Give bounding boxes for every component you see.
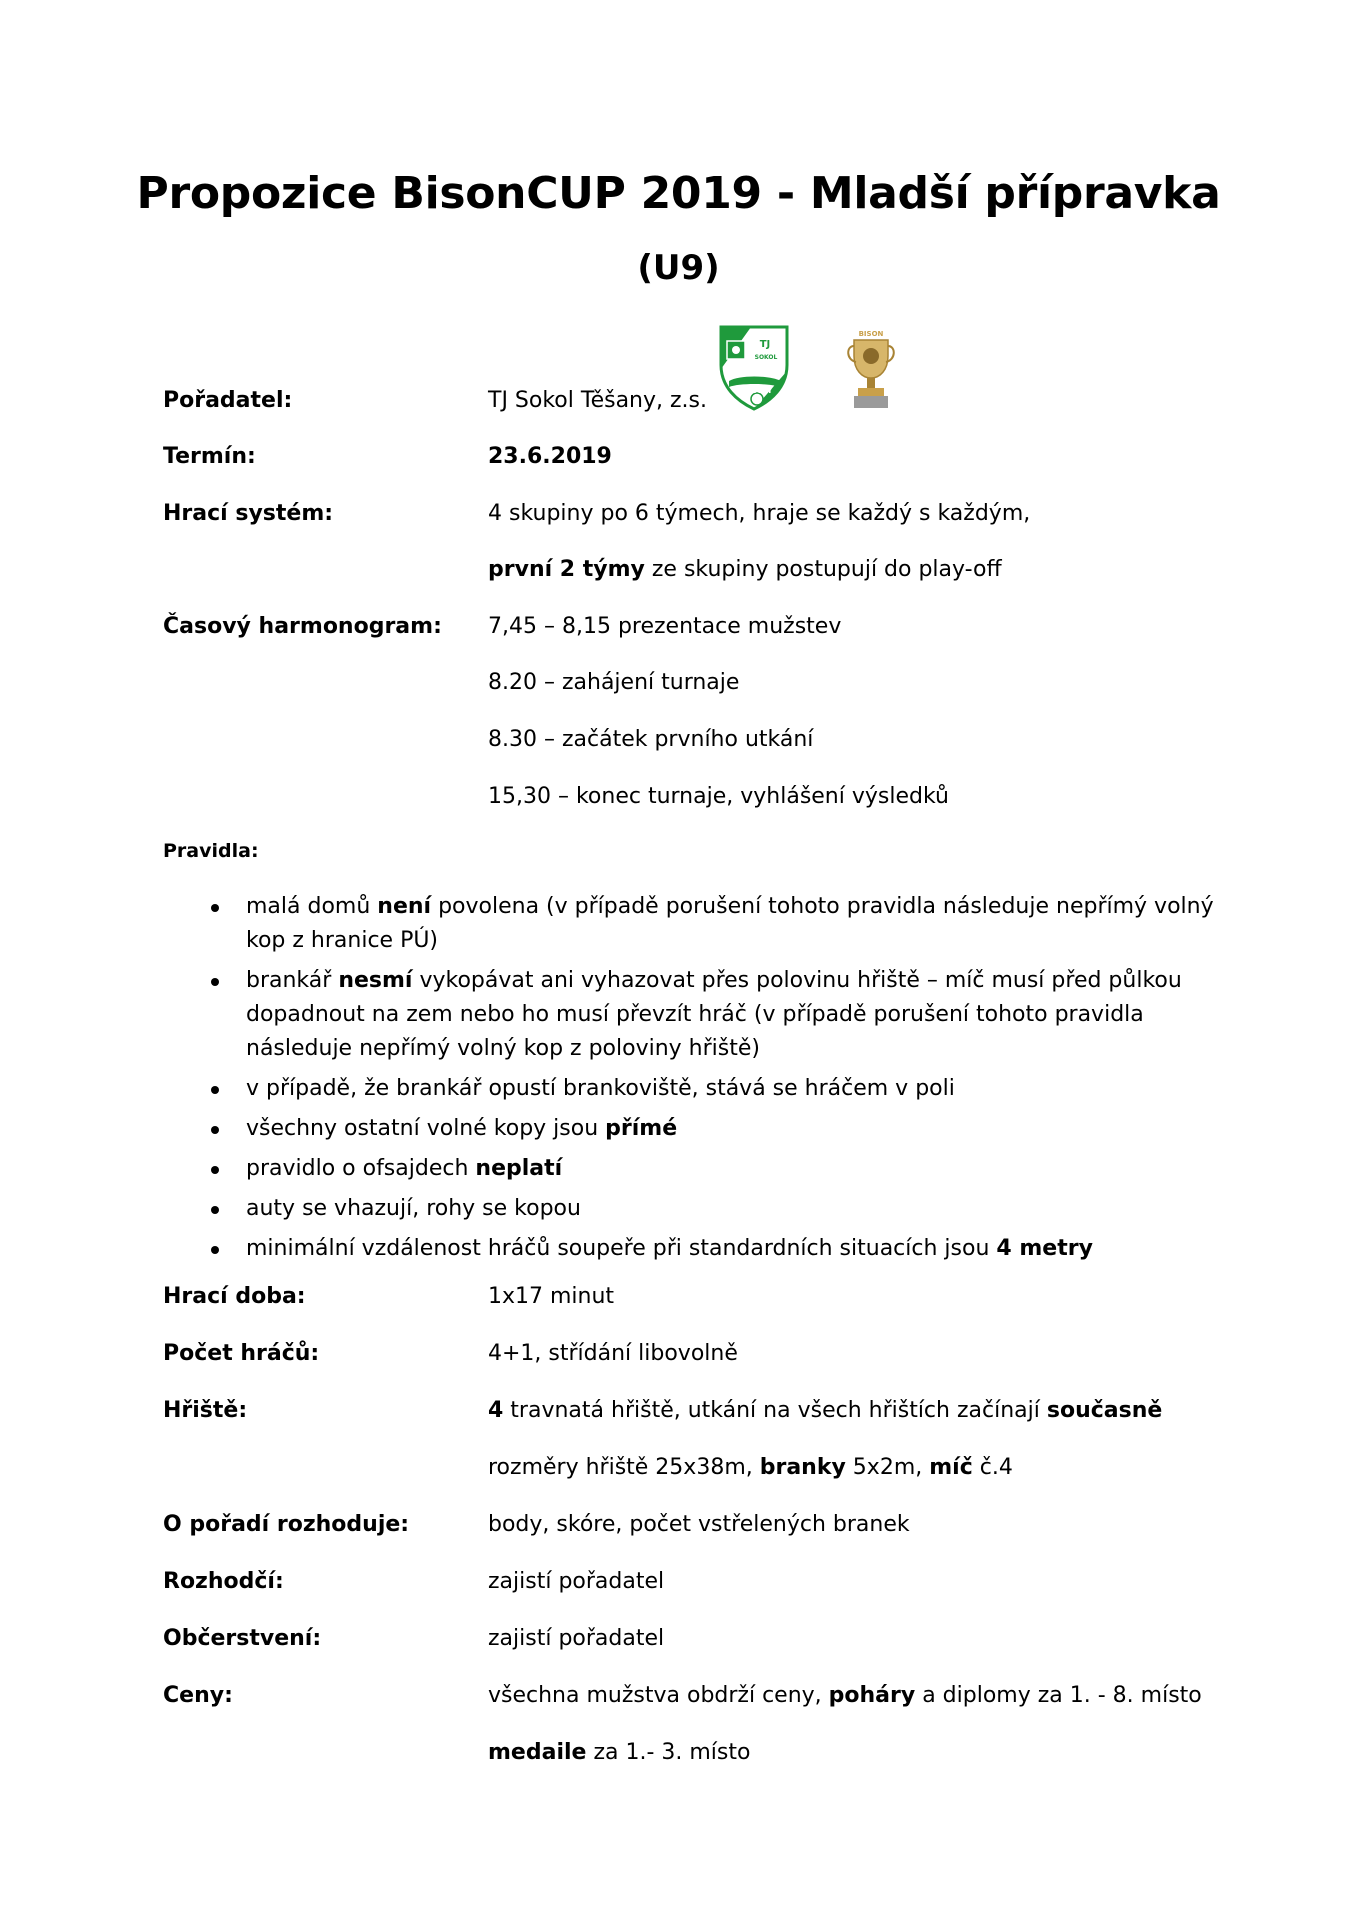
club-logo-text-mid: SOKOL bbox=[754, 354, 778, 361]
value-pocet-hracu: 4+1, střídání libovolně bbox=[488, 1341, 738, 1366]
value-rozhodci: zajistí pořadatel bbox=[488, 1569, 665, 1594]
club-logo-text-top: TJ bbox=[759, 339, 771, 350]
harmonogram-item: 8.30 – začátek prvního utkání bbox=[488, 727, 814, 752]
rule-item: auty se vhazují, rohy se kopou bbox=[163, 1192, 1223, 1226]
value-ceny-line1: všechna mužstva obdrží ceny, poháry a diplomy za 1. - 8. místo bbox=[488, 1683, 1202, 1708]
label-hraci-doba: Hrací doba: bbox=[163, 1284, 306, 1309]
page-subtitle: (U9) bbox=[637, 248, 720, 288]
label-hriste: Hřiště: bbox=[163, 1398, 248, 1423]
value-hraci-system-line1: 4 skupiny po 6 týmech, hraje se každý s každým, bbox=[488, 501, 1031, 526]
harmonogram-item: 8.20 – zahájení turnaje bbox=[488, 670, 740, 695]
value-hriste-line2: rozměry hřiště 25x38m, branky 5x2m, míč č.4 bbox=[488, 1455, 1013, 1480]
rule-item: všechny ostatní volné kopy jsou přímé bbox=[163, 1112, 1223, 1146]
club-logo-text-bottom: TĚŠANY bbox=[737, 386, 773, 395]
label-poradatel: Pořadatel: bbox=[163, 388, 293, 413]
label-harmonogram: Časový harmonogram: bbox=[163, 614, 442, 639]
rules-list bbox=[163, 890, 1223, 1272]
label-rozhodci: Rozhodčí: bbox=[163, 1569, 284, 1594]
club-logo bbox=[719, 325, 789, 411]
label-poradi: O pořadí rozhoduje: bbox=[163, 1512, 410, 1537]
label-pravidla: Pravidla: bbox=[163, 840, 259, 862]
label-ceny: Ceny: bbox=[163, 1683, 233, 1708]
label-termin: Termín: bbox=[163, 444, 256, 469]
value-obcerstveni: zajistí pořadatel bbox=[488, 1626, 665, 1651]
rule-item: v případě, že brankář opustí brankoviště, stává se hráčem v poli bbox=[163, 1072, 1223, 1106]
label-pocet-hracu: Počet hráčů: bbox=[163, 1341, 320, 1366]
value-hriste-line1: 4 travnatá hřiště, utkání na všech hřištích začínají současně bbox=[488, 1398, 1163, 1423]
hraci-system-bold: první 2 týmy bbox=[488, 557, 645, 582]
cup-logo bbox=[846, 326, 896, 412]
harmonogram-item: 7,45 – 8,15 prezentace mužstev bbox=[488, 614, 842, 639]
label-hraci-system: Hrací systém: bbox=[163, 501, 334, 526]
page-title: Propozice BisonCUP 2019 - Mladší přípravka bbox=[136, 168, 1221, 219]
value-hraci-doba: 1x17 minut bbox=[488, 1284, 615, 1309]
value-ceny-line2: medaile za 1.- 3. místo bbox=[488, 1740, 751, 1765]
rule-item: malá domů není povolena (v případě porušení tohoto pravidla následuje nepřímý volný kop z hranice PÚ) bbox=[163, 890, 1223, 958]
value-poradi: body, skóre, počet vstřelených branek bbox=[488, 1512, 910, 1537]
rule-item: brankář nesmí vykopávat ani vyhazovat přes polovinu hřiště – míč musí před půlkou dopadnout na zem nebo ho musí převzít hráč (v případě porušení tohoto pravidla následuje nepřímý volný kop z poloviny hřiště) bbox=[163, 964, 1223, 1066]
rule-item: pravidlo o ofsajdech neplatí bbox=[163, 1152, 1223, 1186]
value-termin: 23.6.2019 bbox=[488, 444, 612, 469]
label-obcerstveni: Občerstvení: bbox=[163, 1626, 322, 1651]
value-hraci-system-line2 bbox=[488, 555, 1002, 585]
harmonogram-item: 15,30 – konec turnaje, vyhlášení výsledků bbox=[488, 784, 949, 809]
rule-item: minimální vzdálenost hráčů soupeře při standardních situacích jsou 4 metry bbox=[163, 1232, 1223, 1266]
hraci-system-rest: ze skupiny postupují do play-off bbox=[644, 557, 1002, 582]
value-poradatel: TJ Sokol Těšany, z.s. bbox=[488, 388, 707, 413]
cup-logo-text: BISON bbox=[858, 330, 884, 338]
